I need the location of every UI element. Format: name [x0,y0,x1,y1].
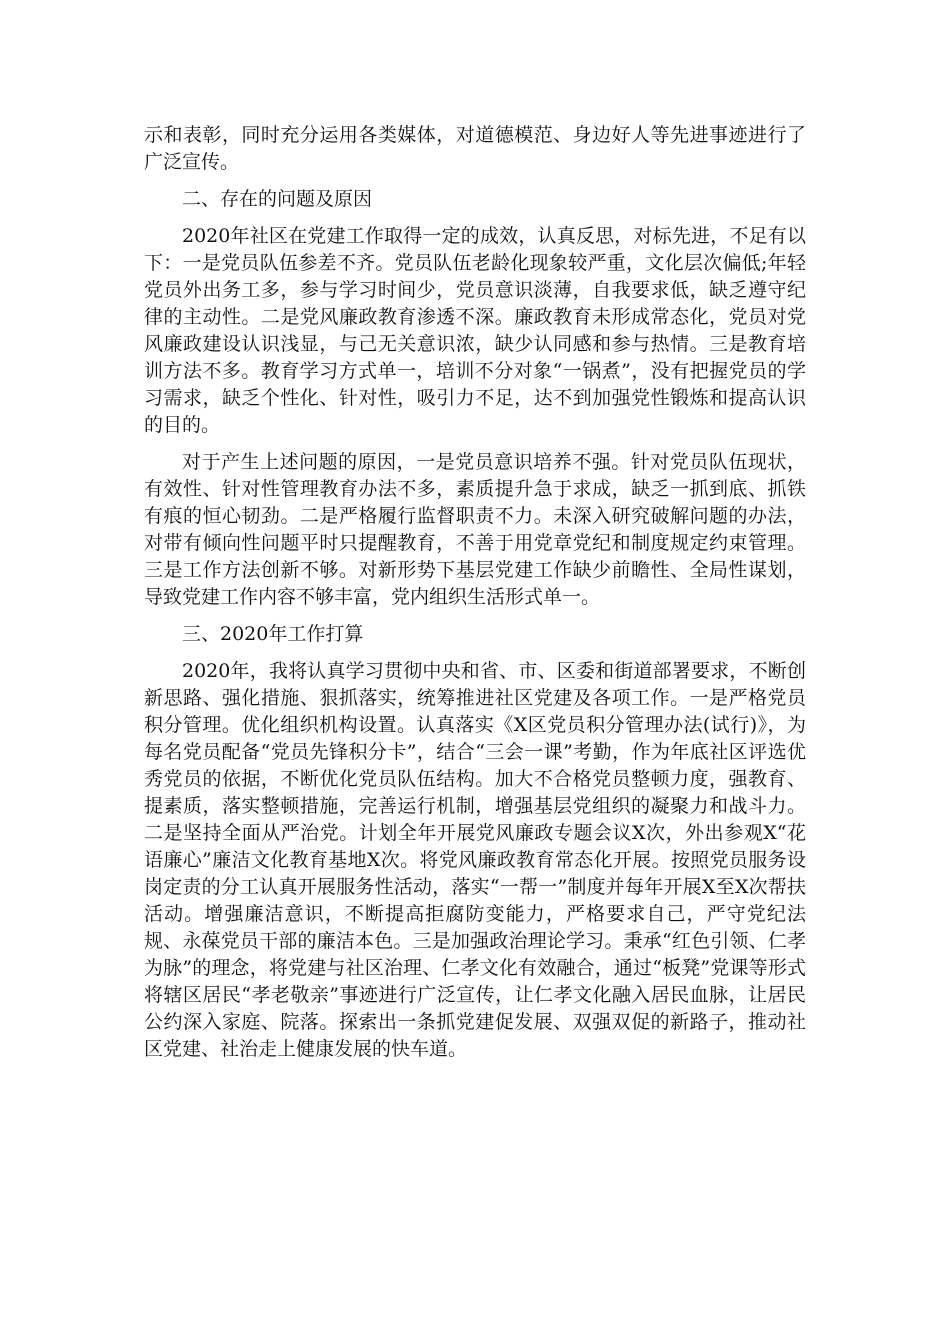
section-heading-problems: 二、存在的问题及原因 [182,188,373,210]
paragraph-problems: 2020年社区在党建工作取得一定的成效，认真反思，对标先进，不足有以下：一是党员队伍参差不齐。党员队伍老龄化现象较严重，文化层次偏低;年轻党员外出务工多，参与学习时间少，党员意识淡薄，自我要求低，缺乏遵守纪律的主动性。二是党风廉政教育渗透不深。廉政教育未形成常态化，党员对党风廉政建设认识浅显，与己无关意识浓，缺少认同感和参与热情。三是教育培训方法不多。教育学习方式单一，培训不分对象“一锅煮”，没有把握党员的学习需求，缺乏个性化、针对性，吸引力不足，达不到加强党性锻炼和提高认识的目的。 [144,225,806,436]
paragraph-continuation: 示和表彰，同时充分运用各类媒体，对道德模范、身边好人等先进事迹进行了广泛宣传。 [144,124,806,173]
section-heading-plans: 三、2020年工作打算 [182,623,364,645]
paragraph-plans: 2020年，我将认真学习贯彻中央和省、市、区委和街道部署要求，不断创新思路、强化措施、狠抓落实，统筹推进社区党建及各项工作。一是严格党员积分管理。优化组织机构设置。认真落实《X区党员积分管理办法(试行)》，为每名党员配备“党员先锋积分卡”，结合“三会一课”考勤，作为年底社区评选优秀党员的依据，不断优化党员队伍结构。加大不合格党员整顿力度，强教育、提素质，落实整顿措施，完善运行机制，增强基层党组织的凝聚力和战斗力。二是坚持全面从严治党。计划全年开展党风廉政专题会议X次，外出参观X“花语廉心”廉洁文化教育基地X次。将党风廉政教育常态化开展。按照党员服务设岗定责的分工认真开展服务性活动，落实“一帮一”制度并每年开展X至X次帮扶活动。增强廉洁意识，不断提高拒腐防变能力，严格要求自己，严守党纪法规、永葆党员干部的廉洁本色。三是加强政治理论学习。秉承“红色引领、仁孝为脉”的理念，将党建与社区治理、仁孝文化有效融合，通过“板凳”党课等形式将辖区居民“孝老敬亲”事迹进行广泛宣传，让仁孝文化融入居民血脉，让居民公约深入家庭、院落。探索出一条抓党建促发展、双强双促的新路子，推动社区党建、社治走上健康发展的快车道。 [144,660,806,1060]
paragraph-causes: 对于产生上述问题的原因，一是党员意识培养不强。针对党员队伍现状，有效性、针对性管理教育办法不多，素质提升急于求成，缺乏一抓到底、抓铁有痕的恒心韧劲。二是严格履行监督职责不力。未深入研究破解问题的办法，对带有倾向性问题平时只提醒教育，不善于用党章党纪和制度规定约束管理。三是工作方法创新不够。对新形势下基层党建工作缺少前瞻性、全局性谋划，导致党建工作内容不够丰富，党内组织生活形式单一。 [144,451,806,608]
